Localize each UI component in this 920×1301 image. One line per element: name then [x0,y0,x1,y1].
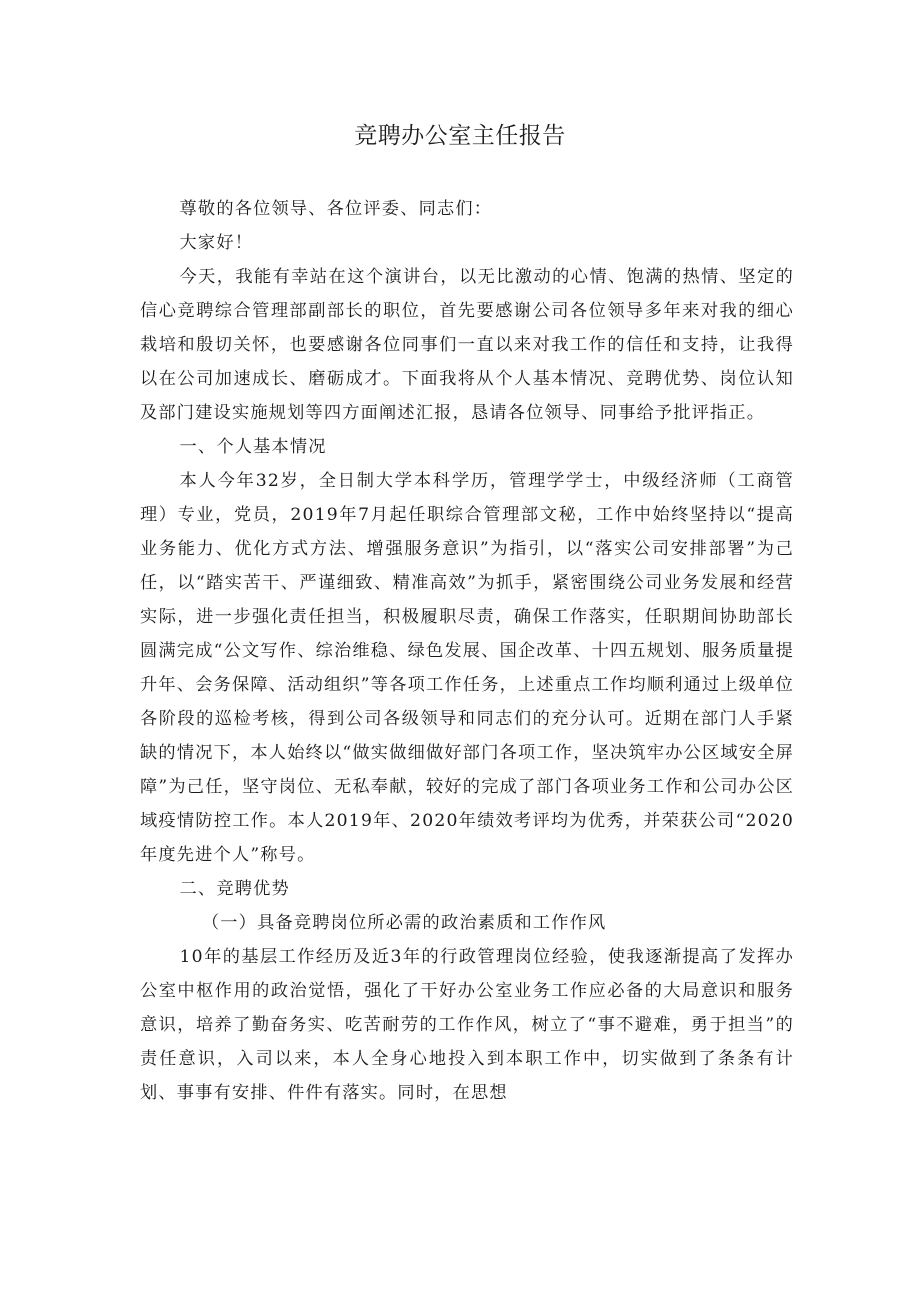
greeting: 大家好！ [179,233,254,253]
basic-info-paragraph: 本人今年32岁，全日制大学本科学历，管理学学士，中级经济师（工商管理）专业，党员，2019年7月起任职综合管理部文秘，工作中始终坚持以“提高业务能力、优化方式方法、增强服务意识”为指引，以“落实公司安排部署”为己任，以“踏实苦干、严谨细致、精准高效”为抓手，紧密围绕公司业务发展和经营实际，进一步强化责任担当，积极履职尽责，确保工作落实，任职期间协助部长圆满完成“公文写作、综治维稳、绿色发展、国企改革、十四五规划、服务质量提升年、会务保障、活动组织”等各项工作任务，上述重点工作均顺利通过上级单位各阶段的巡检考核，得到公司各级领导和同志们的充分认可。近期在部门人手紧缺的情况下，本人始终以“做实做细做好部门各项工作，坚决筑牢办公区域安全屏障”为己任，坚守岗位、无私奉献，较好的完成了部门各项业务工作和公司办公区域疫情防控工作。本人2019年、2020年绩效考评均为优秀，并荣获公司“2020年度先进个人”称号。 [140,471,794,865]
subsection-heading-political-quality: （一）具备竞聘岗位所必需的政治素质和工作作风 [201,913,607,933]
document-title: 竞聘办公室主任报告 [354,123,566,149]
salutation: 尊敬的各位领导、各位评委、同志们： [179,199,493,219]
section-heading-basic-info: 一、个人基本情况 [179,437,327,457]
political-quality-paragraph: 10年的基层工作经历及近3年的行政管理岗位经验，使我逐渐提高了发挥办公室中枢作用的政治觉悟，强化了干好办公室业务工作应必备的大局意识和服务意识，培养了勤奋务实、吃苦耐劳的工作作风，树立了“事不避难，勇于担当”的责任意识，入司以来，本人全身心地投入到本职工作中，切实做到了条条有计划、事事有安排、件件有落实。同时，在思想 [140,947,794,1103]
intro-paragraph: 今天，我能有幸站在这个演讲台，以无比激动的心情、饱满的热情、坚定的信心竞聘综合管理部副部长的职位，首先要感谢公司各位领导多年来对我的细心栽培和殷切关怀，也要感谢各位同事们一直以来对我工作的信任和支持，让我得以在公司加速成长、磨砺成才。下面我将从个人基本情况、竞聘优势、岗位认知及部门建设实施规划等四方面阐述汇报，恳请各位领导、同事给予批评指正。 [140,267,794,423]
document-body [140,192,794,1110]
section-heading-advantages: 二、竞聘优势 [179,879,290,899]
